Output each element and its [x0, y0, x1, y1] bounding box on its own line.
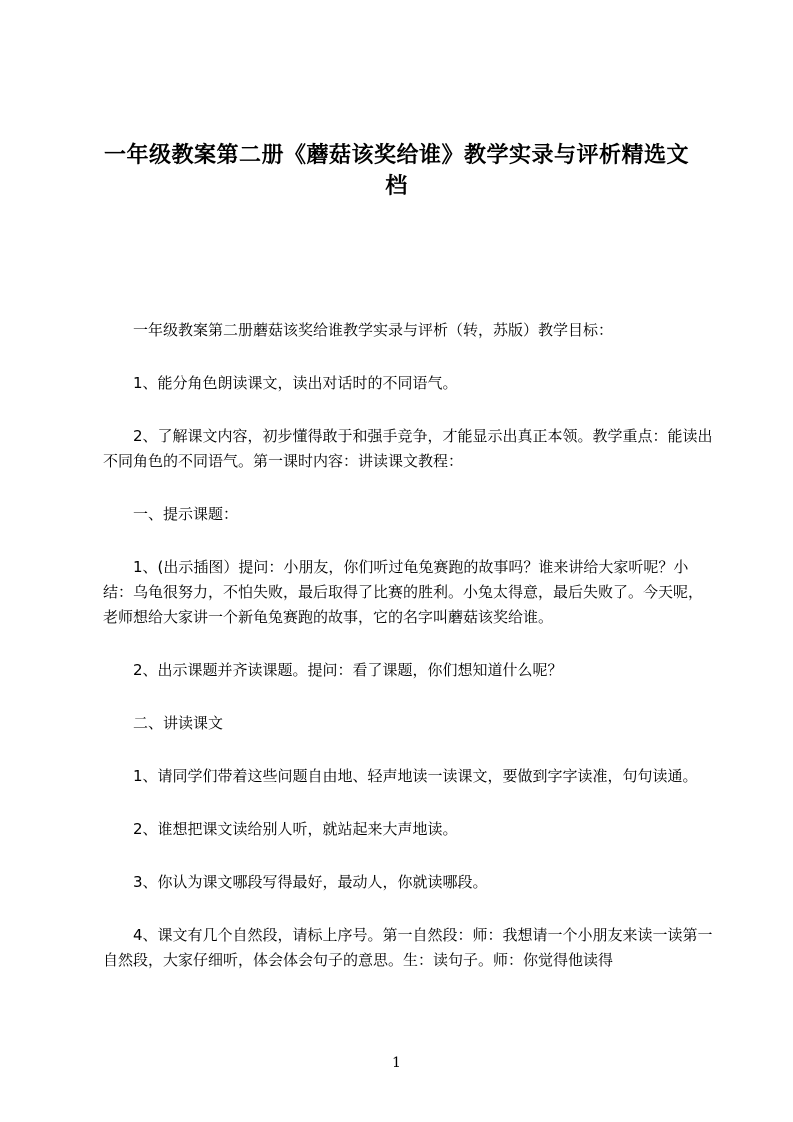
paragraph-objectives: 一年级教案第二册蘑菇该奖给谁教学实录与评析（转，苏版）教学目标：: [133, 321, 614, 339]
section-heading-text: 二、讲读课文: [133, 714, 224, 732]
paragraph-text-4: 4、课文有几个自然段，请标上序号。第一自然段：师：我想请一个小朋友来读一读第一自然段，大家仔细听，体会体会句子的意思。生：读句子。师：你觉得他读得: [103, 926, 713, 969]
section-heading-topic: 一、提示课题：: [133, 505, 239, 523]
paragraph-text-2: 2、谁想把课文读给别人听，就站起来大声地读。: [133, 820, 458, 838]
document-body: [103, 318, 715, 1001]
paragraph-text-1: 1、请同学们带着这些问题自由地、轻声地读一读课文，要做到字字读准，句句读通。: [133, 767, 698, 785]
page-number: 1: [392, 1055, 401, 1071]
document-title: 一年级教案第二册《蘑菇该奖给谁》教学实录与评析精选文档: [103, 143, 689, 199]
paragraph-goal-1: 1、能分角色朗读课文，读出对话时的不同语气。: [133, 374, 458, 392]
paragraph-text-3: 3、你认为课文哪段写得最好，最动人，你就读哪段。: [133, 873, 488, 891]
paragraph-topic-2: 2、出示课题并齐读课题。提问：看了课题，你们想知道什么呢？: [133, 661, 563, 679]
paragraph-goal-2: 2、了解课文内容，初步懂得敢于和强手竞争，才能显示出真正本领。教学重点：能读出不同角色的不同语气。第一课时内容：讲读课文教程：: [103, 427, 713, 470]
paragraph-topic-1: 1、(出示插图）提问：小朋友，你们听过龟兔赛跑的故事吗？谁来讲给大家听呢？小结：乌龟很努力，不怕失败，最后取得了比赛的胜利。小兔太得意，最后失败了。今天呢，老师想给大家讲一个新龟兔赛跑的故事，它的名字叫蘑菇该奖给谁。: [103, 558, 704, 626]
